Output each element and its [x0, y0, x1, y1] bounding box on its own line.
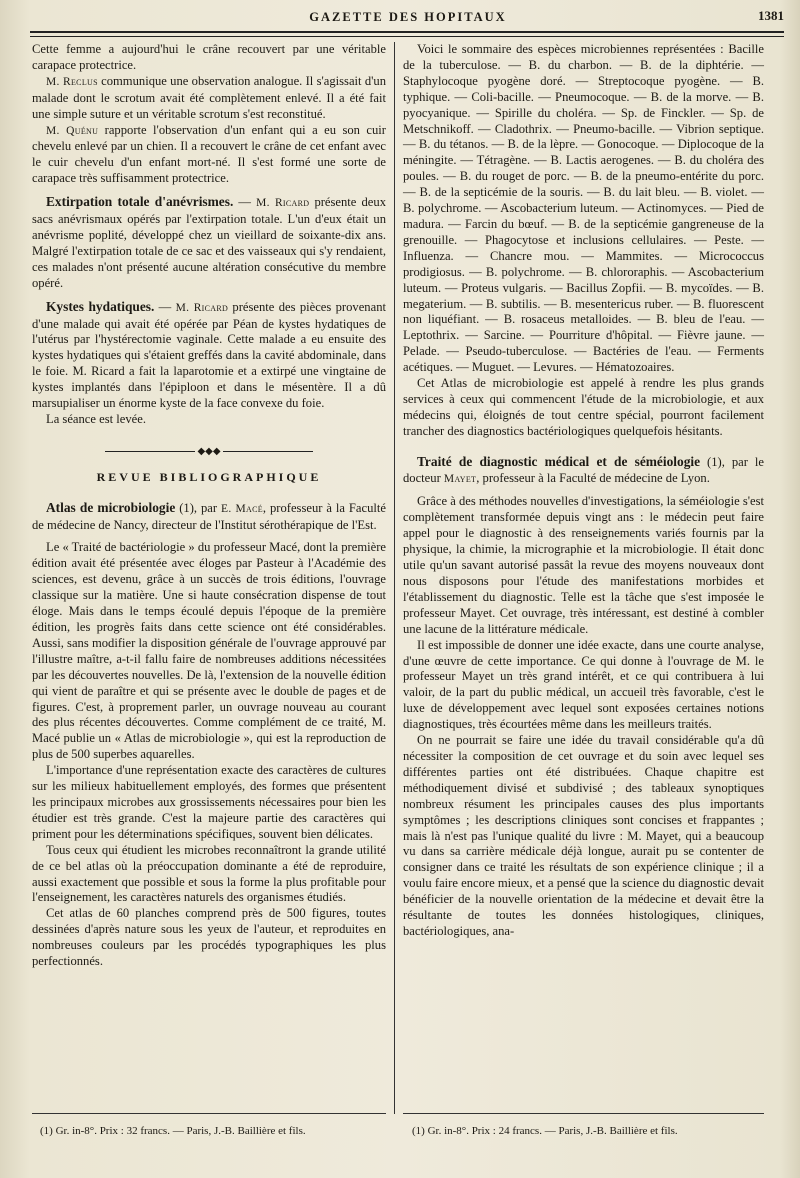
review-heading [403, 454, 764, 488]
column-divider [394, 42, 395, 1114]
review-author: E. Macé [221, 502, 263, 515]
review-ref: (1), par [175, 500, 222, 515]
paragraph-text: rapporte l'observation d'un enfant qui a eu son cuir chevelu enlevé par un chien. Il a recouvert le crâne de cet enfant avec le cuir chevelu d'un enfant mort-né. Il s'est formé une sorte de carapace très suffisamment protectrice. [32, 122, 386, 186]
paragraph-text: communique une observation analogue. Il s'agissait d'un malade dont le scrotum avait été complètement enlevé. Il a été fait une simple suture et un véritable scrotum s'est reconstitué. [32, 73, 386, 121]
section-paragraph [32, 299, 386, 412]
paragraph: Cet Atlas de microbiologie est appelé à rendre les plus grands services à ceux qui commencent l'étude de la microbiologie, et aux médecins qui, éloignés de tout centre spécial, pourront facilement trancher des diagnostics bactériologiques quelquefois hésitants. [403, 376, 764, 438]
footnote: (1) Gr. in-8°. Prix : 24 francs. — Paris, J.-B. Baillière et fils. [412, 1125, 678, 1137]
footnote-rule [32, 1113, 386, 1114]
dash: — [154, 299, 176, 314]
paragraph-text: présente deux sacs anévrismaux opérés par l'extirpation totale. L'un d'eux était un anévrisme poplité, développé chez un vieillard de soixante-dix ans. Malgré l'extirpation totale de ce sac et des vaisseaux qui s'y rendaient, ces malades n'ont présenté aucune altération consécutive du membre opéré. [32, 195, 386, 290]
paragraph: Cette femme a aujourd'hui le crâne recouvert par une véritable carapace protectrice. [32, 42, 386, 72]
section-heading: REVUE BIBLIOGRAPHIQUE [96, 469, 322, 484]
running-title: GAZETTE DES HOPITAUX [309, 10, 507, 24]
review-heading [32, 500, 386, 534]
footnote-rule [403, 1113, 764, 1114]
header-rule [30, 31, 784, 37]
review-affiliation: , professeur à la Faculté de médecine de Lyon. [476, 470, 710, 485]
paragraph-text: présente des pièces provenant d'une malade qui avait été opérée par Péan de kystes hydatiques de l'utérus par l'hystérectomie vaginale. Cette malade a eu ensuite des kystes hydatiques qui s'étaient greffés dans la cavité abdominale, dans le foie. M. Ricard a fait la laparotomie et a extirpé une vingtaine de kystes implantés dans l'épiploon et dans le mésentère. Il a dû marsupialiser un énorme kyste de la face convexe du foie. [32, 299, 386, 411]
review-affiliation: , professeur à la Faculté de médecine de Nancy, directeur de l'Institut sérothérapique de l'Est. [32, 500, 386, 532]
paragraph: Le « Traité de bactériologie » du professeur Macé, dont la première édition avait été présentée avec éloges par Pasteur à l'Académie des sciences, est devenu, grâce à un succès de trois éditions, l'ouvrage classique sur la matière. Une si haute consécration dispense de tout éloge. Mais dans le temps écoulé depuis l'époque de la première édition, les progrès faits dans cette science ont été considérables. Aussi, sans modifier la disposition générale de l'ouvrage approuvé par l'illustre maître, a-t-il fallu faire de nombreuses additions nécessitées par les découvertes nouvelles. De là, l'extension de la nouvelle édition qui vient de paraître et qui se présente avec le double de pages et de figures. C'est, à proprement parler, un ouvrage nouveau au courant des plus récentes découvertes. Comme complément de ce traité, M. Macé publie un « Atlas de microbiologie », qui est la reproduction de plus de 500 superbes aquarelles. [32, 540, 386, 762]
speaker-name: M. Ricard [175, 301, 229, 314]
left-column [32, 42, 386, 970]
paragraph: Voici le sommaire des espèces microbiennes représentées : Bacille de la tuberculose. — B. du charbon. — B. de la diphtérie. — Staphylocoque pyogène doré. — Streptocoque pyogène. — B. typhique. — Coli-bacille. — Pneumocoque. — B. de la morve. — B. pyocyanique. — Spirille du choléra. — Sp. de Finckler. — Sp. de Metschnikoff. — Cladothrix. — Pneumo-bacille. — Vibrion septique. — B. du tétanos. — B. de la lèpre. — Gonocoque. — Diplocoque de la méningite. — Tétragène. — B. Lactis aerogenes. — B. du choléra des poules. — B. du rouget de porc. — B. de la pneumo-entérite du porc. — B. de la septicémie de la souris. — B. du lait bleu. — B. violet. — B. polychrome. — Ascobacterium luteum. — Actinomyces. — Pied de madura. — Farcin du bœuf. — B. de la septicémie gangreneuse de la grenouille. — Phagocytose et inclusions cellulaires. — Peste. — Influenza. — Chancre mou. — Mammites. — Micrococcus prodigiosus. — B. polychrome. — B. chlororaphis. — Ascobacterium luteum. — Proteus vulgaris. — Bacillus Zopfii. — B. mycoïdes. — B. megaterium. — B. subtilis. — B. mesentericus ruber. — B. fluorescent non liquéfiant. — B. rosaceus metalloides. — B. bleu de l'eau. — Leptothrix. — Sarcine. — Pourriture d'hôpital. — Fièvre jaune. — Pelade. — Pseudo-tuberculose. — Bactéries de l'eau. — Ferments acétiques. — Muguet. — Levures. — Hématozoaires. [403, 42, 764, 375]
speaker-name: M. Reclus [46, 75, 98, 88]
closing-line: La séance est levée. [46, 411, 146, 426]
paragraph [32, 123, 386, 188]
ornament-divider [32, 444, 386, 460]
right-column [403, 42, 764, 940]
ornament-line [105, 451, 195, 452]
review-author: Mayet [443, 472, 477, 485]
section-title: Kystes hydatiques. [46, 298, 155, 314]
speaker-name: M. Quénu [46, 124, 99, 137]
paragraph [32, 74, 386, 123]
paragraph: On ne pourrait se faire une idée du travail considérable qu'a dû nécessiter la composition de cet ouvrage et du soin avec lequel ses différentes parties ont été distribuées. Chaque chapitre est méthodiquement divisé et subdivisé ; des tableaux synoptiques nombreux résument les principales causes des plus importants symptômes ; les descriptions cliniques sont concises et frappantes ; mais là n'est pas l'unique qualité du livre : M. Mayet, qui a beaucoup vu dans sa carrière médicale déjà longue, aurait pu se contenter de consigner dans ce traité les résultats de son expérience clinique ; il a voulu faire encore mieux, et a pensé que la science du diagnostic devait bénéficier de la nouvelle orientation de la médecine et devait être la résultante de toutes les données histologiques, cliniques, bactériologiques, ana- [403, 733, 764, 938]
paragraph: L'importance d'une représentation exacte des caractères de cultures sur les milieux habituellement employés, des formes que présentent les principaux microbes aux grossissements nécessaires pour bien les étudier est très grande. C'est la majeure partie des caractères qui priment pour les déterminations spécifiques, souvent bien délicates. [32, 763, 386, 841]
ornament-line [223, 451, 313, 452]
section-paragraph [32, 194, 386, 291]
review-title: Atlas de microbiologie [46, 499, 176, 515]
running-head [30, 8, 786, 28]
paragraph: Tous ceux qui étudient les microbes reconnaîtront la grande utilité de ce bel atlas où la préoccupation dominante a été de reproduire, aussi exactement que possible et sous la forme la plus profitable pour l'enseignement, les caractères naturels des organismes étudiés. [32, 842, 386, 905]
paragraph: Cet atlas de 60 planches comprend près de 500 figures, toutes dessinées d'après nature sous les yeux de l'auteur, et reproduites en nombreuses couleurs par les procédés typographiques les plus perfectionnés. [32, 906, 386, 969]
speaker-name: M. Ricard [256, 197, 310, 210]
paragraph: Il est impossible de donner une idée exacte, dans une courte analyse, d'une œuvre de cette importance. Ce qui donne à l'ouvrage de M. le professeur Mayet un très grand intérêt, et ce qui contribuera à lui valoir, de la part du public médical, un accueil très favorable, c'est le luxe de développement avec lequel sont exposées certaines notions diagnostiques, très écourtées même dans les meilleurs traités. [403, 637, 764, 732]
review-title: Traité de diagnostic médical et de séméiologie [417, 453, 701, 469]
review-ref: (1), par le docteur [403, 454, 764, 485]
page-number: 1381 [758, 8, 784, 23]
ornament-glyph: ◆◆◆ [197, 445, 221, 457]
section-title: Extirpation totale d'anévrismes. [46, 194, 234, 210]
paragraph: Grâce à des méthodes nouvelles d'investigations, la séméiologie s'est complètement transformée depuis vingt ans : le médecin peut faire appel pour le diagnostic à des renseignements variés fournis par la physique, la chimie, la micrographie et la microbiologie. Il était donc utile qu'un savant autorisé passât la revue des moyens nouveaux dont nous disposons pour l'étude des manifestations morbides et l'établissement du diagnostic. Telle est la tâche que s'est imposée le professeur Mayet. Cet ouvrage, très intéressant, est destiné à combler une lacune de la littérature médicale. [403, 494, 764, 636]
footnote: (1) Gr. in-8°. Prix : 32 francs. — Paris, J.-B. Baillière et fils. [40, 1125, 306, 1137]
dash: — [233, 195, 257, 210]
